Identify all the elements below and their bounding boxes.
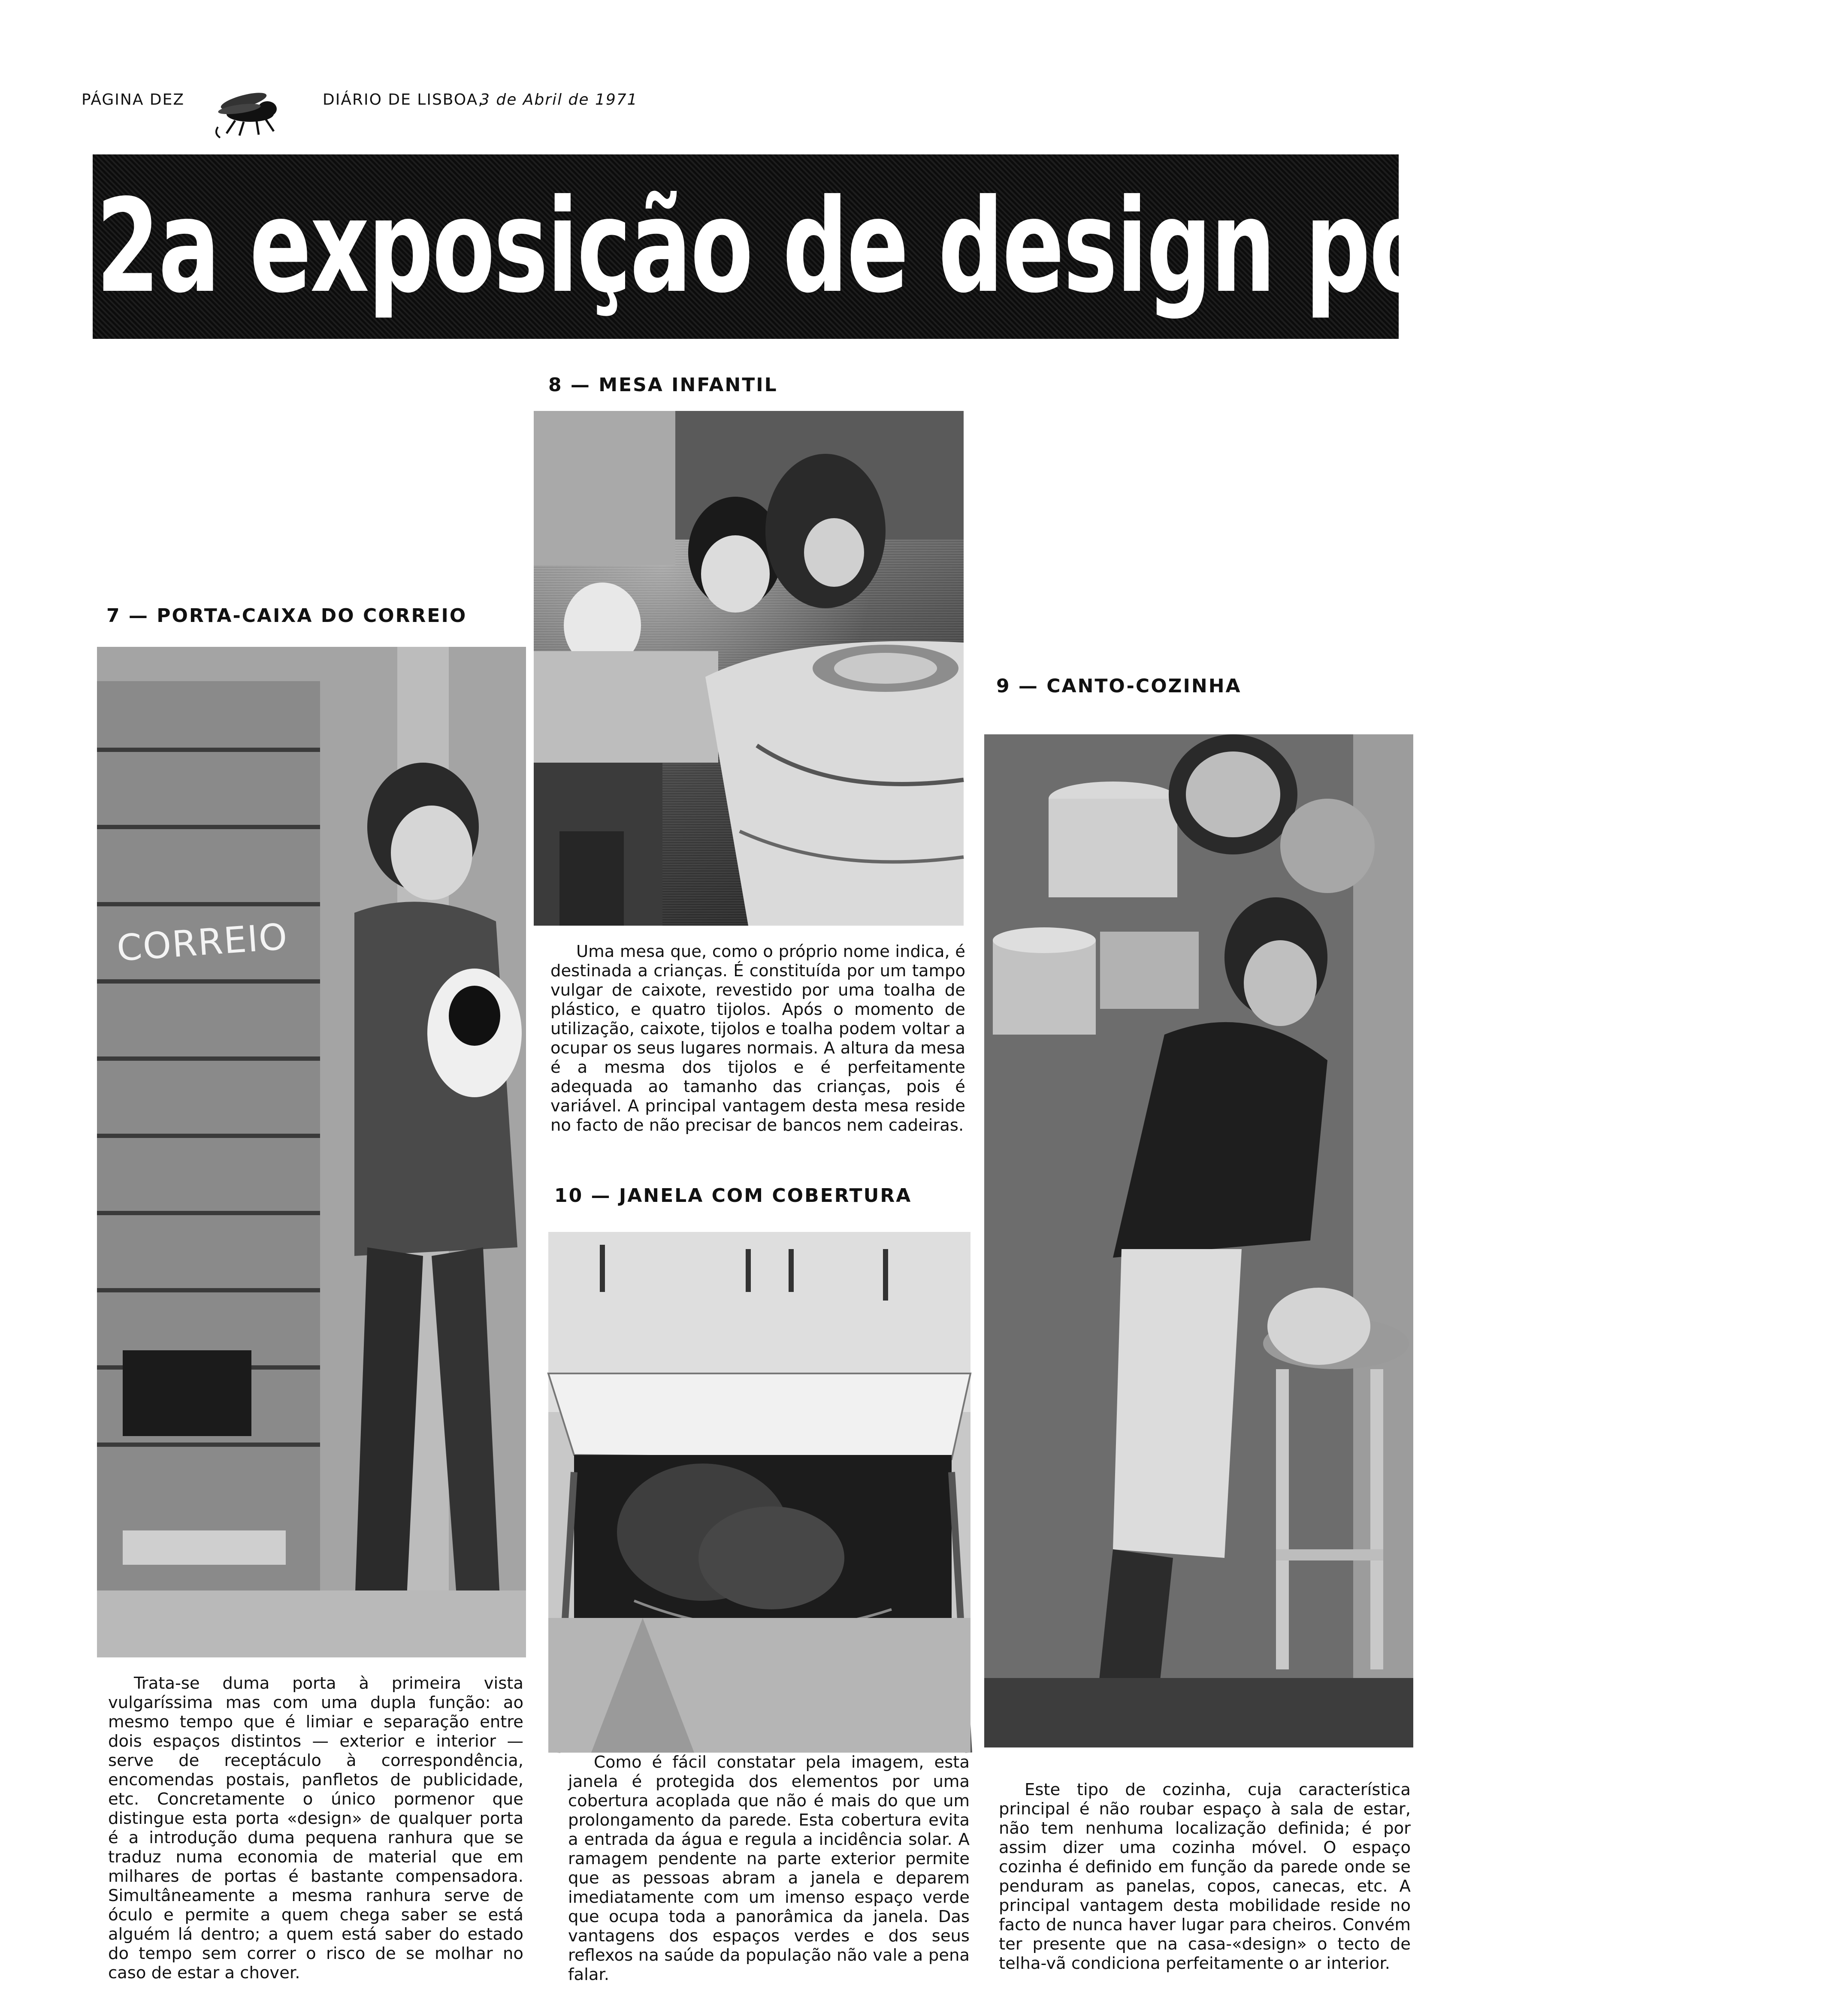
section-text-10: Como é fácil constatar pela imagem, esta janela é protegida dos elementos por uma cobertura acoplada que não é mais do que um prolongamento da parede. Esta cobertura evita a entrada da água e regula a incidência solar. A ramagem pendente na parte exterior permite que as pessoas abram a janela e deparem imediatamente com um imenso espaço verde que ocupa toda a panorâmica da janela. Das vantagens dos espaços verdes e dos seus reflexos na saúde da população não vale a pena falar. — [568, 1753, 970, 1984]
exhibition-title: 2a exposição de design português — [96, 172, 1823, 321]
page-label: PÁGINA DEZ — [82, 91, 185, 109]
section-text-7: Trata-se duma porta à primeira vista vulgaríssima mas com uma dupla função: ao mesmo tempo que é limiar e separação entre dois espaços distintos — exterior e interior — serve de receptáculo à correspondência, encomendas postais, panfletos de publicidade, etc. Concretamente o único pormenor que distingue esta porta «design» de qualquer porta é a introdução duma pequena ranhura que se traduz numa economia de material que em milhares de portas é bastante compensadora. Simultâneamente a mesma ranhura serve de óculo e permite a quem chega saber se está alguém lá dentro; a quem está saber do estado do tempo sem correr o risco de se molhar no caso de estar a chover. — [108, 1674, 523, 1983]
section-heading-7: 7 — PORTA-CAIXA DO CORREIO — [106, 605, 467, 627]
section-heading-9: 9 — CANTO-COZINHA — [996, 675, 1242, 697]
section-heading-8: 8 — MESA INFANTIL — [548, 374, 778, 396]
fly-icon — [209, 84, 291, 140]
section-text-9: Este tipo de cozinha, cuja característica principal é não roubar espaço à sala de estar, não tem nenhuma localização definida; é por assim dizer uma cozinha móvel. O espaço cozinha é definido em função da parede onde se penduram as panelas, copos, canecas, etc. A principal vantagem desta mobilidade reside no facto de nunca haver lugar para cheiros. Convém ter presente que na casa-«design» o tecto de telha-vã condiciona perfeitamente o ar interior. — [999, 1780, 1411, 1973]
issue-date: 3 de Abril de 1971 — [480, 91, 638, 109]
photo-mailbox-door — [97, 647, 526, 1657]
photo-children-table — [534, 411, 964, 926]
photo-window-cover — [548, 1232, 970, 1753]
mailbox-sign: CORREIO — [115, 915, 290, 969]
newspaper-name: DIÁRIO DE LISBOA, — [323, 91, 484, 109]
section-text-8: Uma mesa que, como o próprio nome indica, é destinada a crianças. É constituída por um tampo vulgar de caixote, revestido por uma toalha de plástico, e quatro tijolos. Após o momento de utilização, caixote, tijolos e toalha podem voltar a ocupar os seus lugares normais. A altura da mesa é a mesma dos tijolos e é perfeitamente adequada ao tamanho das crianças, pois é variável. A principal vantagem desta mesa reside no facto de não precisar de bancos nem cadeiras. — [550, 942, 965, 1135]
section-heading-10: 10 — JANELA COM COBERTURA — [554, 1185, 912, 1207]
title-banner — [93, 154, 1823, 339]
photo-kitchen-corner — [984, 734, 1413, 1747]
